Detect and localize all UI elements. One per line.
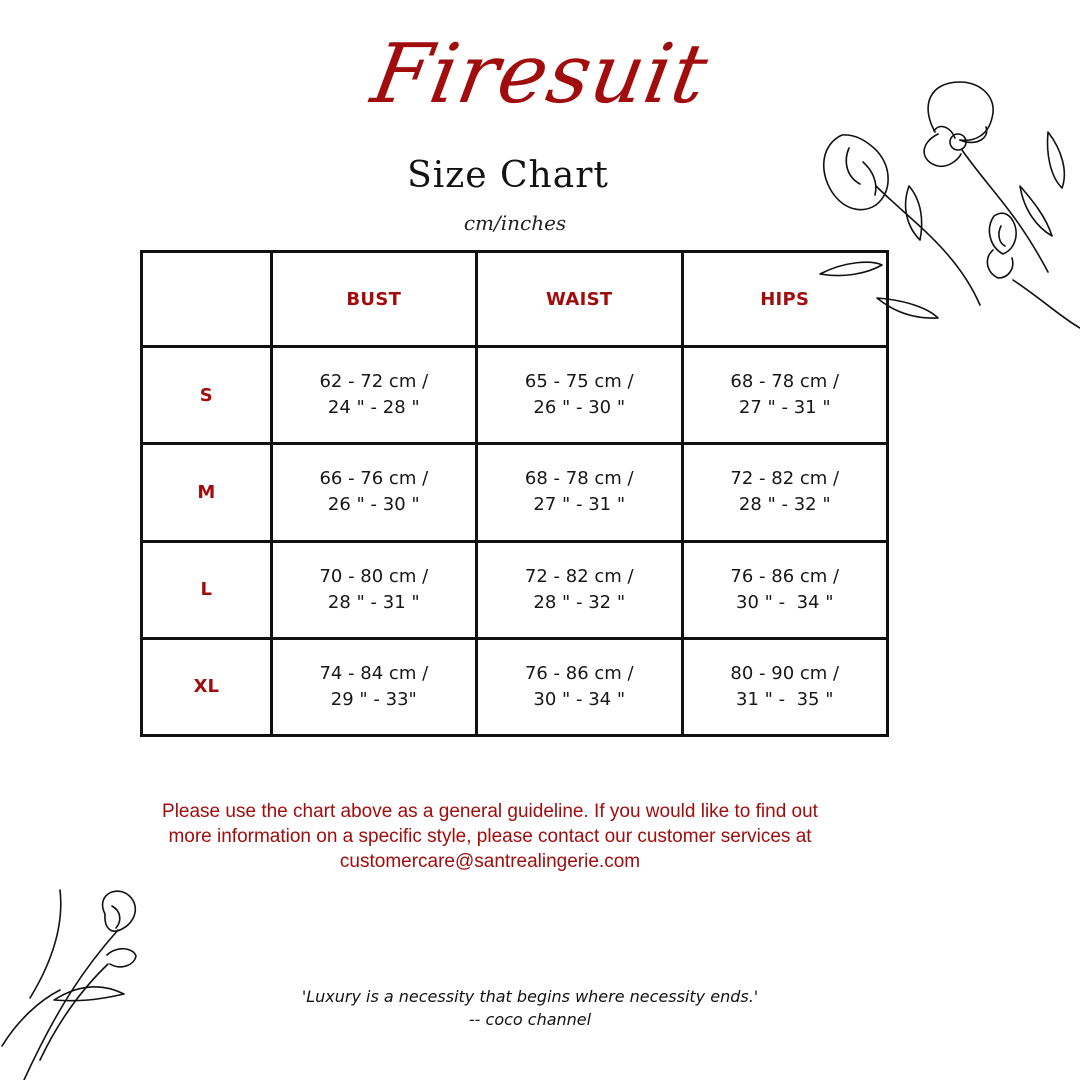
table-cell: [477, 347, 682, 444]
guideline-line-1: Please use the chart above as a general guideline. If you would like to find out: [162, 801, 818, 822]
quote-author: -- coco channel: [468, 1010, 592, 1029]
header-cell-corner: [142, 252, 272, 347]
size-chart-table: [140, 250, 889, 737]
table-cell: [271, 347, 476, 444]
table-cell: [682, 541, 888, 638]
page-title: Size Chart: [407, 155, 609, 196]
cell-value: 70 - 80 cm / 28 " - 31 ": [319, 565, 429, 613]
table-row: [142, 444, 888, 541]
units-label: cm/inches: [463, 211, 567, 235]
header-bust: BUST: [271, 252, 476, 347]
tulip-line-art-icon: [0, 880, 150, 1080]
cell-value: 68 - 78 cm / 27 " - 31 ": [524, 468, 634, 516]
size-label: L: [142, 541, 272, 638]
table-row: [142, 347, 888, 444]
table-cell: [682, 347, 888, 444]
table-cell: [477, 638, 682, 735]
table-row: [142, 638, 888, 735]
header-waist: WAIST: [477, 252, 682, 347]
cell-value: 66 - 76 cm / 26 " - 30 ": [319, 468, 429, 516]
table-cell: [682, 444, 888, 541]
guideline-note: [100, 799, 880, 874]
table-cell: [477, 541, 682, 638]
quote-text: 'Luxury is a necessity that begins where necessity ends.': [301, 987, 759, 1006]
size-label: M: [142, 444, 272, 541]
size-label: XL: [142, 638, 272, 735]
table-row: [142, 541, 888, 638]
contact-email: customercare@santrealingerie.com: [339, 851, 641, 872]
cell-value: 80 - 90 cm / 31 " - 35 ": [730, 662, 840, 710]
cell-value: 76 - 86 cm / 30 " - 34 ": [524, 662, 634, 710]
table-cell: [682, 638, 888, 735]
cell-value: 76 - 86 cm / 30 " - 34 ": [730, 565, 840, 613]
guideline-line-2: more information on a specific style, please contact our customer services at: [168, 826, 812, 847]
brand-logo: Firesuit: [365, 27, 715, 122]
size-label: S: [142, 347, 272, 444]
header-hips: HIPS: [682, 252, 888, 347]
quote: [190, 985, 870, 1031]
cell-value: 72 - 82 cm / 28 " - 32 ": [730, 468, 840, 516]
cell-value: 68 - 78 cm / 27 " - 31 ": [730, 371, 840, 419]
table-cell: [271, 638, 476, 735]
cell-value: 65 - 75 cm / 26 " - 30 ": [524, 371, 634, 419]
table-cell: [271, 444, 476, 541]
table-cell: [271, 541, 476, 638]
cell-value: 74 - 84 cm / 29 " - 33": [319, 662, 429, 710]
table-cell: [477, 444, 682, 541]
cell-value: 72 - 82 cm / 28 " - 32 ": [524, 565, 634, 613]
cell-value: 62 - 72 cm / 24 " - 28 ": [319, 371, 429, 419]
table-header-row: [142, 252, 888, 347]
